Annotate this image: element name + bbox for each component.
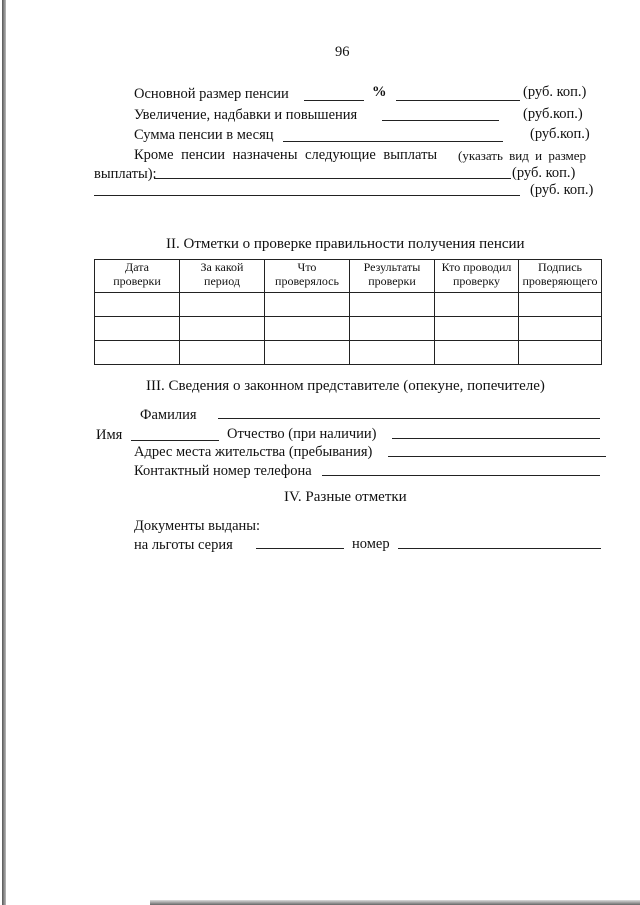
table-cell[interactable] <box>180 293 265 317</box>
number-blank[interactable] <box>398 548 601 549</box>
checks-table <box>94 259 602 365</box>
table-cell[interactable] <box>435 341 519 365</box>
scan-left-edge <box>2 0 6 905</box>
column-header: За какой период <box>180 260 265 293</box>
table-cell[interactable] <box>95 341 180 365</box>
phone-label: Контактный номер телефона <box>134 463 312 479</box>
address-blank[interactable] <box>388 456 606 457</box>
unit-label: (руб.коп.) <box>530 126 590 142</box>
column-header: Дата проверки <box>95 260 180 293</box>
number-label: номер <box>352 536 390 552</box>
increase-blank[interactable] <box>382 120 499 121</box>
base-pension-label: Основной размер пенсии <box>134 86 289 102</box>
column-header: Кто проводил проверку <box>435 260 519 293</box>
table-cell[interactable] <box>265 317 350 341</box>
table-row <box>95 341 602 365</box>
column-header: Результаты проверки <box>350 260 435 293</box>
documents-issued-label: Документы выданы: <box>134 518 261 534</box>
surname-label: Фамилия <box>140 407 197 423</box>
patronymic-label: Отчество (при наличии) <box>227 426 377 442</box>
benefit-series-label: на льготы серия <box>134 537 233 553</box>
unit-label: (руб.коп.) <box>523 106 583 122</box>
patronymic-blank[interactable] <box>392 438 600 439</box>
table-row <box>95 293 602 317</box>
extra-payments-blank-2[interactable] <box>94 195 520 196</box>
percent-sign: % <box>372 84 387 100</box>
scan-bottom-edge <box>150 900 640 905</box>
column-header: Что проверялось <box>265 260 350 293</box>
extra-payments-label: Кроме пенсии назначены следующие выплаты <box>134 147 438 163</box>
table-cell[interactable] <box>180 317 265 341</box>
benefit-series-blank[interactable] <box>256 548 344 549</box>
base-pension-blank[interactable] <box>304 100 364 101</box>
table-cell[interactable] <box>435 293 519 317</box>
unit-label: (руб. коп.) <box>523 84 587 100</box>
column-header: Подпись проверяющего <box>519 260 602 293</box>
table-cell[interactable] <box>95 317 180 341</box>
table-cell[interactable] <box>95 293 180 317</box>
first-name-label: Имя <box>96 427 123 443</box>
monthly-sum-blank[interactable] <box>283 141 503 142</box>
unit-label: (руб. коп.) <box>530 182 594 198</box>
address-label: Адрес места жительства (пребывания) <box>134 444 373 460</box>
section-4-title: IV. Разные отметки <box>284 489 407 505</box>
table-cell[interactable] <box>519 341 602 365</box>
table-cell[interactable] <box>519 293 602 317</box>
unit-label: (руб. коп.) <box>512 165 576 181</box>
table-cell[interactable] <box>350 293 435 317</box>
table-cell[interactable] <box>180 341 265 365</box>
page-number: 96 <box>335 44 350 60</box>
first-name-blank[interactable] <box>131 440 219 441</box>
table-header-row <box>95 260 602 293</box>
table-cell[interactable] <box>265 293 350 317</box>
extra-payments-blank[interactable] <box>154 178 511 179</box>
extra-payments-label-cont: выплаты): <box>94 166 157 182</box>
table-cell[interactable] <box>350 317 435 341</box>
phone-blank[interactable] <box>322 475 600 476</box>
surname-blank[interactable] <box>218 418 600 419</box>
monthly-sum-label: Сумма пенсии в месяц <box>134 127 274 143</box>
table-cell[interactable] <box>350 341 435 365</box>
table-cell[interactable] <box>435 317 519 341</box>
table-cell[interactable] <box>265 341 350 365</box>
increase-label: Увеличение, надбавки и повышения <box>134 107 358 123</box>
section-2-title: II. Отметки о проверке правильности получения пенсии <box>166 236 525 252</box>
base-pension-amount-blank[interactable] <box>396 100 520 101</box>
extra-payments-hint: (указать вид и размер <box>458 148 587 163</box>
table-row <box>95 317 602 341</box>
table-cell[interactable] <box>519 317 602 341</box>
section-3-title: III. Сведения о законном представителе (опекуне, попечителе) <box>146 378 545 394</box>
